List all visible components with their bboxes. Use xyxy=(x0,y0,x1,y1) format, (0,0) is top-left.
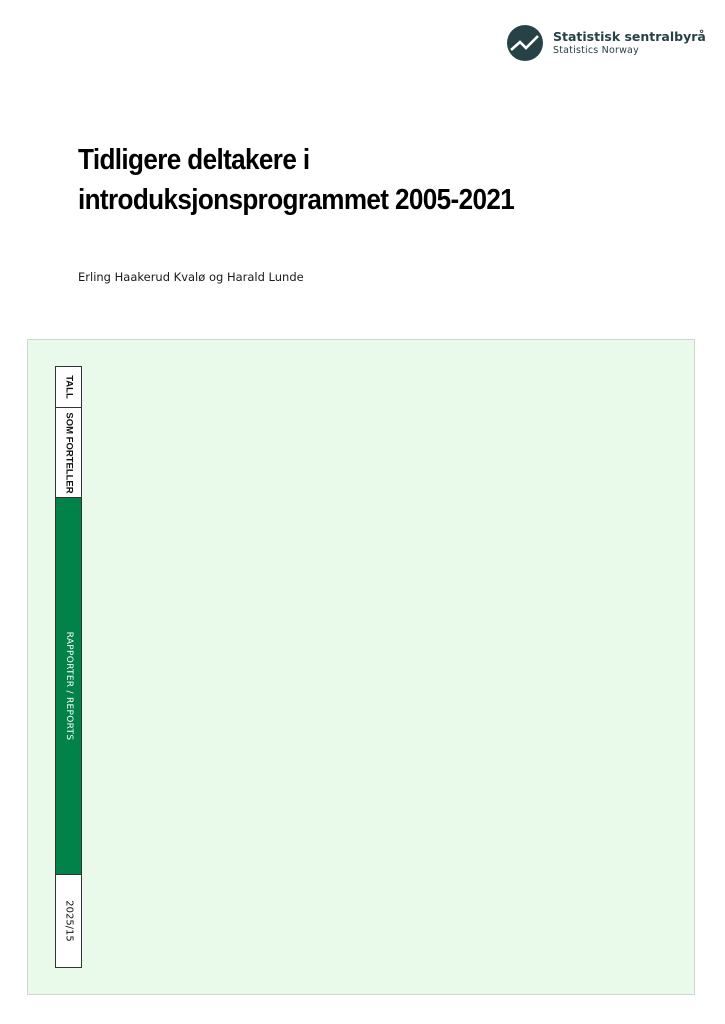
spine-tag-tall xyxy=(56,367,81,408)
report-authors: Erling Haakerud Kvalø og Harald Lunde xyxy=(78,270,304,284)
ssb-logo-icon xyxy=(507,25,543,61)
series-spine xyxy=(55,366,82,968)
spine-tag-som-forteller xyxy=(56,408,81,498)
publisher-subtitle: Statistics Norway xyxy=(553,45,639,56)
publisher-logo xyxy=(507,25,706,61)
spine-series-label: RAPPORTER / REPORTS xyxy=(63,631,74,741)
cover-panel xyxy=(27,339,695,995)
spine-tag-tall-label: TALL xyxy=(63,375,74,399)
spine-series-band xyxy=(56,498,81,875)
spine-report-number xyxy=(56,875,81,967)
report-title: Tidligere deltakere i introduksjonsprogrammet 2005-2021 xyxy=(78,144,515,216)
publisher-name: Statistisk sentralbyrå xyxy=(553,29,706,44)
logo-text xyxy=(553,29,706,57)
spine-report-number-label: 2025/15 xyxy=(63,900,74,942)
spine-tag-som-forteller-label: SOM FORTELLER xyxy=(63,411,74,494)
